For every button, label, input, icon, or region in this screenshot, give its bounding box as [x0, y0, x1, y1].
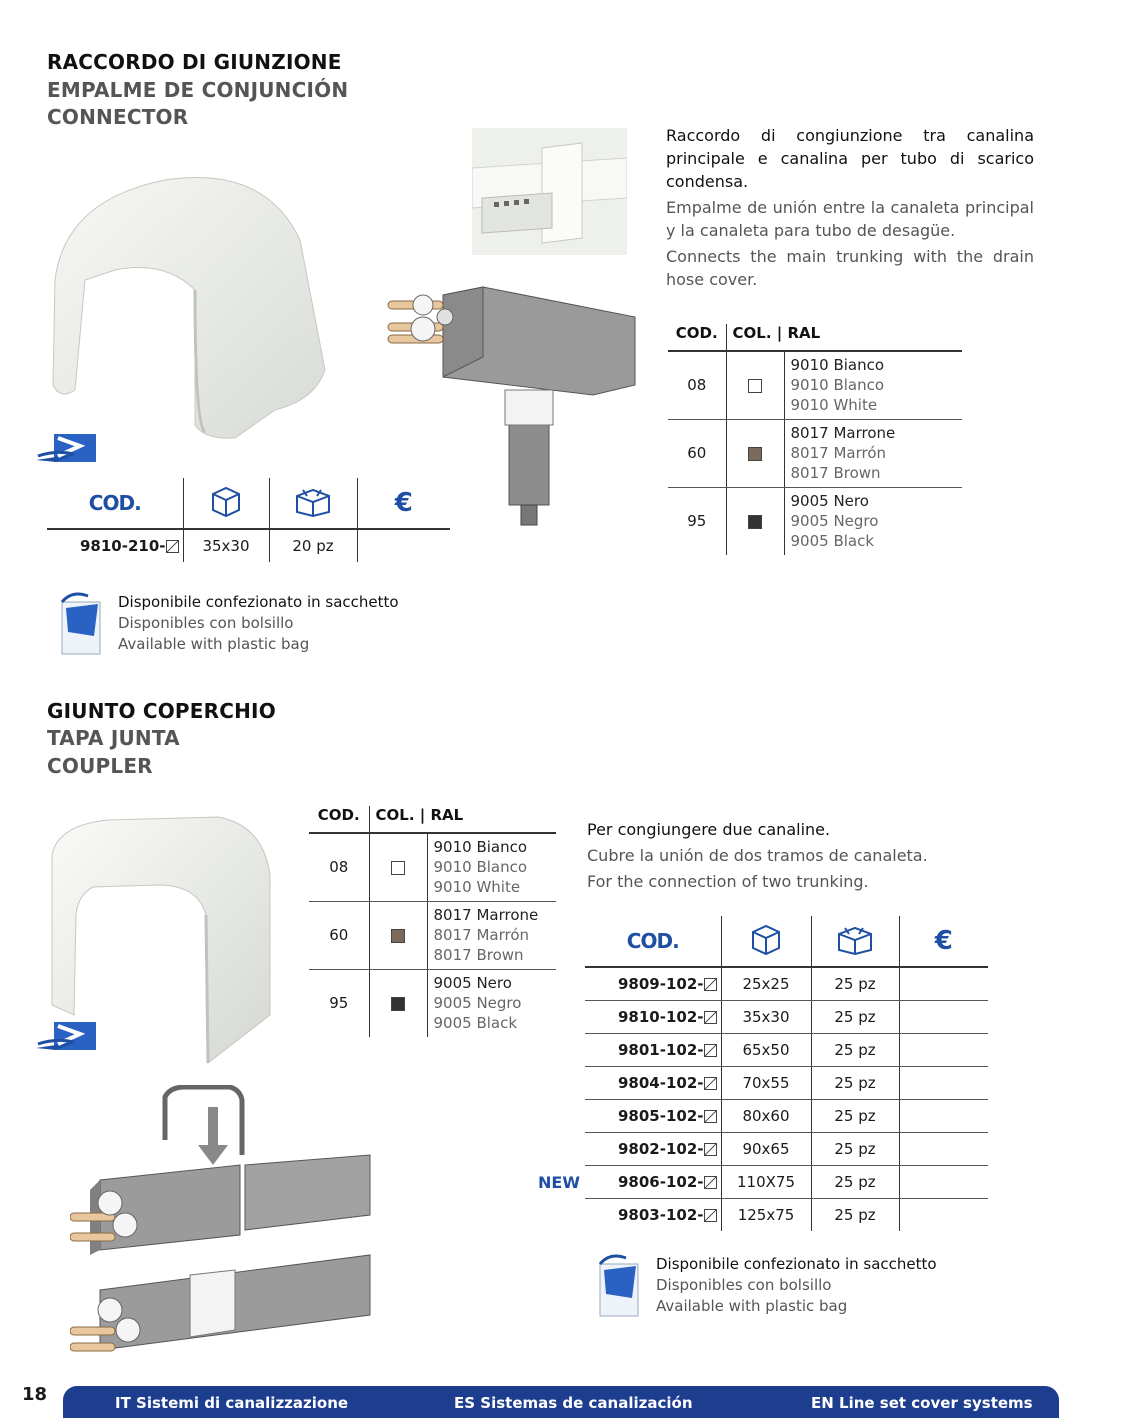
section1-bag-note: Disponibile confezionato in sacchetto Disponibles con bolsillo Available with plastic bag [118, 593, 399, 653]
color-placeholder-icon [704, 1011, 717, 1024]
box-dimensions-icon [183, 478, 269, 529]
color-row [668, 419, 962, 487]
product-code: 9810-102- [585, 1000, 721, 1033]
product-pack: 25 pz [811, 1033, 899, 1066]
color-ral: 9010 Bianco 9010 Blanco 9010 White [427, 833, 556, 901]
color-swatch [726, 351, 784, 419]
product-size: 80x60 [721, 1099, 811, 1132]
section2-title-es: TAPA JUNTA [47, 726, 180, 750]
cod-header: COD. [47, 478, 183, 529]
description-en: For the connection of two trunking. [587, 872, 869, 891]
product-pack: 25 pz [811, 1165, 899, 1198]
color-code: 60 [309, 901, 369, 969]
coupler-installation-image [70, 1085, 375, 1355]
product-pack: 25 pz [811, 1198, 899, 1231]
color-cod-header: COD. [309, 806, 369, 833]
section2-description [587, 818, 967, 896]
page-number: 18 [22, 1384, 48, 1405]
product-code: 9805-102- [585, 1099, 721, 1132]
color-row [668, 351, 962, 419]
product-code: 9806-102- [585, 1165, 721, 1198]
product-pack: 25 pz [811, 1099, 899, 1132]
color-swatch [369, 833, 427, 901]
product-size: 25x25 [721, 967, 811, 1000]
connector-installation-image [383, 285, 638, 530]
product-price [899, 1066, 988, 1099]
product-price [899, 1165, 988, 1198]
section2-bag-note: Disponibile confezionato in sacchetto Disponibles con bolsillo Available with plastic bag [656, 1255, 937, 1315]
color-cod-header: COD. [668, 324, 726, 351]
section2-title-en: COUPLER [47, 754, 153, 778]
color-placeholder-icon [704, 1209, 717, 1222]
table-row [585, 1132, 988, 1165]
product-pack: 25 pz [811, 1066, 899, 1099]
product-price [357, 529, 450, 562]
color-code: 95 [668, 487, 726, 555]
footer-bar [63, 1386, 1059, 1418]
color-row [668, 487, 962, 555]
brand-logo-icon [36, 1020, 100, 1052]
color-ral: 8017 Marrone 8017 Marrón 8017 Brown [427, 901, 556, 969]
footer-it: IT Sistemi di canalizzazione [115, 1394, 349, 1412]
product-price [899, 1132, 988, 1165]
product-price [899, 1198, 988, 1231]
euro-header: € [357, 478, 450, 529]
plastic-bag-icon [596, 1252, 644, 1318]
box-dimensions-icon [721, 916, 811, 967]
table-row [585, 1099, 988, 1132]
footer-en: EN Line set cover systems [811, 1394, 1033, 1412]
color-placeholder-icon [704, 1077, 717, 1090]
table-row [585, 1198, 988, 1231]
product-pack: 25 pz [811, 1132, 899, 1165]
euro-header: € [899, 916, 988, 967]
product-size: 65x50 [721, 1033, 811, 1066]
section1-title-es: EMPALME DE CONJUNCIÓN [47, 78, 349, 102]
product-pack: 25 pz [811, 967, 899, 1000]
table-row [585, 1165, 988, 1198]
product-size: 70x55 [721, 1066, 811, 1099]
connector-product-image [45, 170, 335, 445]
table-row [47, 529, 450, 562]
product-price [899, 1000, 988, 1033]
table-row [585, 1033, 988, 1066]
color-swatch [726, 419, 784, 487]
product-code: 9801-102- [585, 1033, 721, 1066]
color-ral: 9005 Nero 9005 Negro 9005 Black [790, 492, 879, 551]
description-es: Cubre la unión de dos tramos de canaleta. [587, 846, 928, 865]
product-price [899, 967, 988, 1000]
color-code: 60 [668, 419, 726, 487]
product-size: 110X75 [721, 1165, 811, 1198]
table-row [585, 1066, 988, 1099]
color-row [309, 833, 556, 901]
package-icon [811, 916, 899, 967]
plastic-bag-icon [58, 590, 106, 656]
color-placeholder-icon [704, 1110, 717, 1123]
product-size: 125x75 [721, 1198, 811, 1231]
product-code: 9810-210- [47, 529, 183, 562]
product-code: 9802-102- [585, 1132, 721, 1165]
color-ral-header: COL. | RAL [726, 324, 962, 351]
product-pack: 25 pz [811, 1000, 899, 1033]
cod-header: COD. [585, 916, 721, 967]
product-size: 90x65 [721, 1132, 811, 1165]
table-row [585, 1000, 988, 1033]
table-row [585, 967, 988, 1000]
color-ral: 8017 Marrone 8017 Marrón 8017 Brown [784, 419, 962, 487]
section2-color-table [309, 806, 556, 1037]
description-it: Raccordo di congiunzione tra canalina principale e canalina per tubo di scarico condensa. [666, 126, 1034, 191]
brand-logo-icon [36, 432, 100, 464]
new-badge: NEW [538, 1173, 580, 1192]
color-ral: 9010 Bianco 9010 Blanco 9010 White [784, 351, 962, 419]
product-price [899, 1099, 988, 1132]
color-code: 08 [668, 351, 726, 419]
color-swatch [369, 969, 427, 1037]
section1-title-it: RACCORDO DI GIUNZIONE [47, 50, 342, 74]
color-row [309, 901, 556, 969]
footer-es: ES Sistemas de canalización [454, 1394, 693, 1412]
section1-description [666, 124, 1034, 294]
section1-title-en: CONNECTOR [47, 105, 189, 129]
product-size: 35x30 [721, 1000, 811, 1033]
package-icon [269, 478, 357, 529]
color-ral-header: COL. | RAL [369, 806, 556, 833]
color-code: 95 [309, 969, 369, 1037]
product-code: 9809-102- [585, 967, 721, 1000]
description-es: Empalme de unión entre la canaleta principal y la canaleta para tubo de desagüe. [666, 198, 1034, 240]
product-pack: 20 pz [269, 529, 357, 562]
product-price [899, 1033, 988, 1066]
product-code: 9804-102- [585, 1066, 721, 1099]
description-it: Per congiungere due canaline. [587, 820, 831, 839]
section2-product-table [585, 916, 988, 1231]
color-swatch [369, 901, 427, 969]
product-size: 35x30 [183, 529, 269, 562]
description-en: Connects the main trunking with the drain hose cover. [666, 247, 1034, 289]
color-placeholder-icon [166, 540, 179, 553]
color-code: 08 [309, 833, 369, 901]
color-row [309, 969, 556, 1037]
section2-title-it: GIUNTO COPERCHIO [47, 699, 276, 723]
color-swatch [726, 487, 784, 555]
color-placeholder-icon [704, 1143, 717, 1156]
color-ral: 9005 Nero 9005 Negro 9005 Black [433, 974, 522, 1033]
color-placeholder-icon [704, 1176, 717, 1189]
color-placeholder-icon [704, 1044, 717, 1057]
product-code: 9803-102- [585, 1198, 721, 1231]
section1-color-table [668, 324, 962, 555]
connector-detail-image [472, 128, 627, 255]
color-placeholder-icon [704, 978, 717, 991]
